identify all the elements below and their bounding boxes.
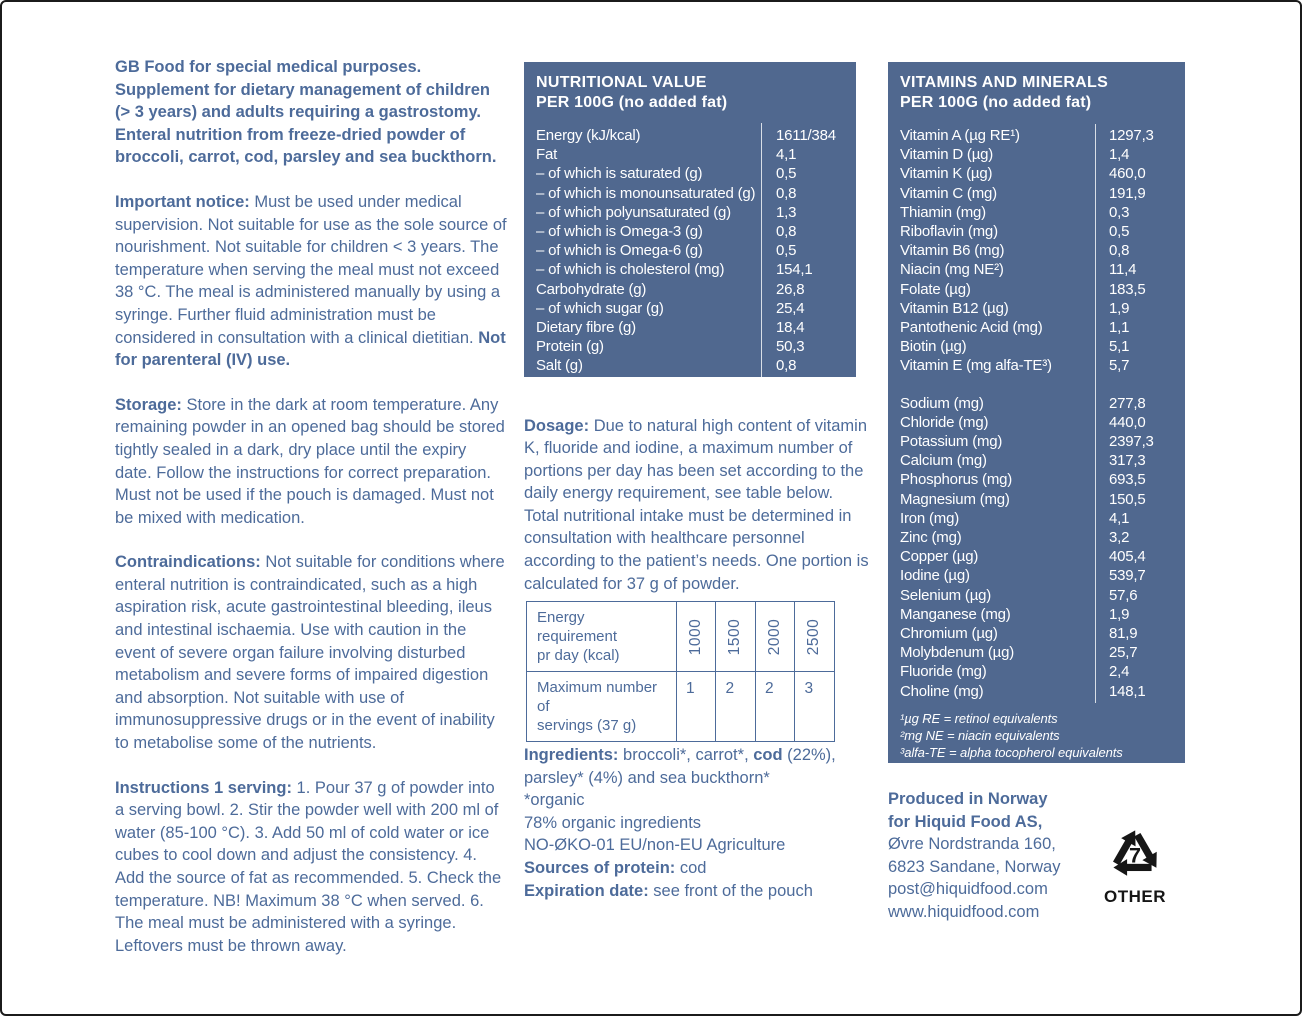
nutrient-value: 0,3	[1109, 203, 1130, 221]
nutrient-row	[900, 394, 1173, 413]
nutrient-row	[536, 299, 844, 318]
nutrient-value: 1,4	[1109, 146, 1130, 164]
nutrient-label: Dietary fibre (g)	[536, 319, 636, 337]
energy-level-cell: 1000	[677, 602, 716, 672]
nutrient-row	[900, 470, 1173, 489]
nutrient-row	[536, 222, 844, 241]
nutrient-row	[900, 643, 1173, 662]
nutrient-row	[900, 451, 1173, 470]
nutrient-value: 26,8	[776, 280, 805, 298]
expiration-date: Expiration date: see front of the pouch	[524, 881, 813, 900]
nutrient-label: Vitamin B12 (µg)	[900, 299, 1009, 317]
nutrient-row	[900, 509, 1173, 528]
recycling-material-label: OTHER	[1104, 887, 1166, 906]
nutrient-row	[536, 241, 844, 260]
nutrient-row	[900, 662, 1173, 681]
protein-sources: Sources of protein: cod	[524, 858, 707, 877]
product-purpose-text: GB Food for special medical purposes. Supplement for dietary management of children (> 3 years) and adults requiring a gastrostomy. Enteral nutrition from freeze-dried powder of broccoli, carrot, cod, parsley and sea buckthorn.	[115, 58, 497, 167]
vitamins-panel-subtitle: PER 100G (no added fat)	[900, 94, 1092, 111]
nutrient-row	[900, 586, 1173, 605]
nutrient-value: 693,5	[1109, 471, 1146, 489]
nutrient-row	[536, 337, 844, 356]
nutrient-label: Fluoride (mg)	[900, 663, 987, 681]
nutrient-row	[536, 318, 844, 337]
nutrition-row-list	[536, 126, 844, 376]
produced-in-line: Produced in Norway	[888, 790, 1048, 808]
nutrient-label: Selenium (µg)	[900, 586, 992, 604]
website-line: www.hiquidfood.com	[888, 902, 1040, 921]
nutrient-row	[536, 126, 844, 145]
nutrient-label: Chromium (µg)	[900, 625, 998, 643]
nutrient-row	[900, 203, 1173, 222]
nutrition-facts-panel	[524, 62, 856, 377]
nutrient-value: 1611/384	[776, 127, 836, 144]
nutrient-row	[536, 164, 844, 183]
nutrient-row	[900, 164, 1173, 183]
nutrient-value: 150,5	[1109, 490, 1146, 508]
nutrition-rows	[536, 126, 844, 376]
ingredients-line: Ingredients: broccoli*, carrot*, cod (22%),	[524, 746, 836, 764]
footnote-niacin: ²mg NE = niacin equivalents	[900, 727, 1060, 743]
city-line: 6823 Sandane, Norway	[888, 857, 1061, 876]
organic-certification: NO-ØKO-01 EU/non-EU Agriculture	[524, 836, 786, 855]
nutrient-label: Magnesium (mg)	[900, 490, 1010, 508]
nutrient-value: 0,5	[1109, 223, 1130, 241]
nutrient-row	[900, 605, 1173, 624]
footnotes	[900, 710, 1173, 761]
nutrient-value: 11,4	[1109, 261, 1137, 279]
nutrient-row	[900, 337, 1173, 356]
nutrient-row	[536, 280, 844, 299]
nutrient-label: Zinc (mg)	[900, 529, 962, 547]
nutrient-label: Vitamin B6 (mg)	[900, 242, 1005, 260]
nutrient-label: Niacin (mg NE²)	[900, 261, 1004, 279]
nutrient-value: 18,4	[776, 319, 805, 337]
nutrient-value: 148,1	[1109, 682, 1146, 700]
nutrient-row	[536, 203, 844, 222]
vitamin-row-list	[900, 126, 1173, 376]
nutrient-label: Molybdenum (µg)	[900, 644, 1015, 662]
nutrient-value: 4,1	[1109, 509, 1130, 527]
nutrient-value: 0,8	[776, 223, 797, 241]
company-line: for Hiquid Food AS,	[888, 812, 1043, 831]
nutrient-value: 1,1	[1109, 319, 1130, 337]
nutrient-value: 317,3	[1109, 452, 1146, 470]
nutrient-label: – of which is saturated (g)	[536, 165, 703, 183]
nutrient-row	[900, 566, 1173, 585]
important-notice-text: Important notice: Must be used under medical supervision. Not suitable for use as the sole source of nourishment. Not suitable for children < 3 years. The temperature when serving the meal must not exceed 38 °C. The meal is administered manually by using a syringe. Further fluid administration must be considered in consultation with a clinical dietitian. Not for parenteral (IV) use.	[115, 192, 507, 370]
nutrient-label: – of which polyunsaturated (g)	[536, 203, 731, 221]
nutrition-panel-title: NUTRITIONAL VALUE	[536, 74, 707, 91]
value-divider-line	[761, 123, 762, 379]
nutrient-value: 4,1	[776, 146, 797, 164]
vitamins-panel-title: VITAMINS AND MINERALS	[900, 74, 1109, 91]
vitamins-minerals-rows	[900, 126, 1173, 701]
nutrient-label: Salt (g)	[536, 357, 583, 375]
nutrient-label: Pantothenic Acid (mg)	[900, 319, 1043, 337]
nutrient-label: Calcium (mg)	[900, 452, 987, 470]
ingredients-block	[524, 744, 872, 902]
nutrient-label: Vitamin D (µg)	[900, 146, 994, 164]
producer-block	[888, 788, 1113, 924]
nutrient-row	[900, 682, 1173, 701]
storage-text: Storage: Store in the dark at room temperature. Any remaining powder in an opened bag should be stored tightly sealed in a dark, dry place until the expiry date. Follow the instructions for correct preparation. Must not be used if the pouch is damaged. Must not be mixed with medication.	[115, 395, 505, 527]
nutrient-row	[900, 528, 1173, 547]
max-servings-label: Maximum number of servings (37 g)	[527, 672, 677, 742]
nutrient-value: 1,3	[776, 203, 797, 221]
nutrient-row	[536, 184, 844, 203]
nutrient-label: Phosphorus (mg)	[900, 471, 1013, 489]
nutrient-row	[900, 184, 1173, 203]
nutrient-value: 1,9	[1109, 299, 1130, 317]
max-servings-cell: 1	[677, 672, 716, 742]
servings-table	[526, 601, 835, 742]
recycling-symbol	[1096, 812, 1174, 907]
nutrient-label: Folate (µg)	[900, 280, 971, 298]
recycling-code: 7	[1128, 842, 1142, 868]
nutrient-row	[900, 222, 1173, 241]
nutrient-value: 5,1	[1109, 338, 1130, 356]
energy-requirement-label: Energy requirement pr day (kcal)	[527, 602, 677, 672]
energy-level-cell: 2500	[795, 602, 834, 672]
nutrient-label: Chloride (mg)	[900, 413, 989, 431]
nutrient-value: 1,9	[1109, 605, 1130, 623]
nutrient-value: 0,8	[776, 357, 797, 375]
nutrient-row	[536, 356, 844, 375]
nutrient-row	[900, 299, 1173, 318]
nutrient-row	[900, 318, 1173, 337]
nutrient-value: 277,8	[1109, 394, 1146, 412]
nutrient-value: 0,8	[1109, 242, 1130, 260]
street-line: Øvre Nordstranda 160,	[888, 835, 1056, 854]
recycling-triangle-icon	[1099, 812, 1171, 884]
nutrient-label: – of which is Omega-3 (g)	[536, 223, 703, 241]
footnote-tocopherol: ³alfa-TE = alpha tocopherol equivalents	[900, 744, 1123, 760]
nutrient-row	[900, 145, 1173, 164]
nutrient-row	[536, 145, 844, 164]
organic-percentage: 78% organic ingredients	[524, 813, 702, 832]
nutrient-row	[900, 260, 1173, 279]
nutrient-value: 2,4	[1109, 663, 1130, 681]
nutrient-value: 460,0	[1109, 165, 1146, 183]
nutrient-label: Fat	[536, 146, 558, 164]
nutrient-label: – of which is cholesterol (mg)	[536, 261, 725, 279]
nutrient-value: 191,9	[1109, 184, 1146, 202]
nutrient-label: Energy (kJ/kcal)	[536, 127, 641, 144]
nutrition-panel-subtitle: PER 100G (no added fat)	[536, 94, 728, 111]
nutrient-value: 1297,3	[1109, 127, 1154, 144]
instructions-text: Instructions 1 serving: 1. Pour 37 g of powder into a serving bowl. 2. Stir the powder well with 200 ml of water (85-100 °C). 3. Add 50 ml of cold water or ice cubes to cool down and adjust the consistency. 4. Add the source of fat as recommended. 5. Check the temperature. NB! Maximum 38 °C when served. 6. The meal must be administered with a syringe. Leftovers must be thrown away.	[115, 778, 502, 955]
energy-requirement-row	[527, 602, 835, 672]
nutrient-value: 81,9	[1109, 625, 1138, 643]
energy-level-cell: 1500	[716, 602, 755, 672]
nutrient-label: Manganese (mg)	[900, 605, 1011, 623]
nutrient-row	[900, 413, 1173, 432]
nutrient-label: Vitamin E (mg alfa-TE³)	[900, 357, 1052, 375]
footnote-retinol: ¹µg RE = retinol equivalents	[900, 710, 1058, 726]
nutrient-label: Riboflavin (mg)	[900, 223, 998, 241]
nutrient-label: – of which is monounsaturated (g)	[536, 184, 756, 202]
nutrient-value: 57,6	[1109, 586, 1138, 604]
vitamins-minerals-panel	[888, 62, 1185, 763]
nutrient-label: Copper (µg)	[900, 548, 979, 566]
nutrient-value: 440,0	[1109, 413, 1146, 431]
nutrient-value: 0,8	[776, 184, 797, 202]
nutrient-label: Protein (g)	[536, 338, 604, 356]
energy-level-cell: 2000	[755, 602, 794, 672]
nutrient-label: Iodine (µg)	[900, 567, 970, 585]
nutrient-label: Sodium (mg)	[900, 394, 984, 412]
nutrient-row	[900, 547, 1173, 566]
value-divider-line	[1095, 124, 1096, 703]
contraindications-text: Contraindications: Not suitable for conditions where enteral nutrition is contraindicated, such as a high aspiration risk, acute gastrointestinal bleeding, ileus and intestinal ischaemia. Use with caution in the event of severe organ failure involving disturbed metabolism and severe forms of impaired digestion and absorption. Not suitable with use of immunosuppressive drugs or in the event of inability to metabolise some of the nutrients.	[115, 553, 505, 753]
max-servings-cell: 2	[716, 672, 755, 742]
nutrient-label: Carbohydrate (g)	[536, 280, 647, 298]
nutrient-label: – of which sugar (g)	[536, 299, 664, 317]
nutrient-value: 0,5	[776, 165, 797, 183]
nutrient-row	[536, 260, 844, 279]
nutrient-label: Potassium (mg)	[900, 433, 1003, 451]
organic-note: *organic	[524, 791, 585, 810]
ingredients-line: parsley* (4%) and sea buckthorn*	[524, 768, 770, 787]
nutrient-value: 154,1	[776, 261, 813, 279]
nutrient-label: Vitamin K (µg)	[900, 165, 993, 183]
max-servings-cell: 3	[795, 672, 834, 742]
email-line: post@hiquidfood.com	[888, 880, 1048, 899]
nutrient-label: Iron (mg)	[900, 509, 960, 527]
dosage-text: Dosage: Due to natural high content of vitamin K, fluoride and iodine, a maximum number of portions per day has been set according to the daily energy requirement, see table below. Total nutritional intake must be determined in consultation with healthcare personnel according to the patient’s needs. One portion is calculated for 37 g of powder.	[524, 416, 869, 593]
nutrient-value: 2397,3	[1109, 433, 1154, 451]
product-description-column	[115, 56, 507, 979]
nutrient-value: 3,2	[1109, 529, 1130, 547]
nutrient-value: 50,3	[776, 338, 805, 356]
nutrient-label: – of which is Omega-6 (g)	[536, 242, 703, 260]
max-servings-row	[527, 672, 835, 742]
nutrient-value: 25,4	[776, 299, 805, 317]
nutrient-row	[900, 126, 1173, 145]
nutrient-value: 0,5	[776, 242, 797, 260]
nutrient-row	[900, 241, 1173, 260]
nutrient-label: Vitamin A (µg RE¹)	[900, 127, 1020, 144]
group-gap	[900, 376, 1173, 394]
nutrient-row	[900, 280, 1173, 299]
nutrient-label: Thiamin (mg)	[900, 203, 986, 221]
mineral-row-list	[900, 394, 1173, 701]
nutrient-row	[900, 624, 1173, 643]
nutrient-label: Biotin (µg)	[900, 338, 967, 356]
nutrient-value: 539,7	[1109, 567, 1146, 585]
nutrient-label: Choline (mg)	[900, 682, 984, 700]
nutrient-row	[900, 490, 1173, 509]
nutrient-label: Vitamin C (mg)	[900, 184, 997, 202]
nutrient-value: 183,5	[1109, 280, 1146, 298]
nutrient-value: 5,7	[1109, 357, 1130, 375]
nutrient-value: 405,4	[1109, 548, 1146, 566]
nutrient-value: 25,7	[1109, 644, 1138, 662]
max-servings-cell: 2	[755, 672, 794, 742]
nutrient-row	[900, 356, 1173, 375]
nutrient-row	[900, 432, 1173, 451]
